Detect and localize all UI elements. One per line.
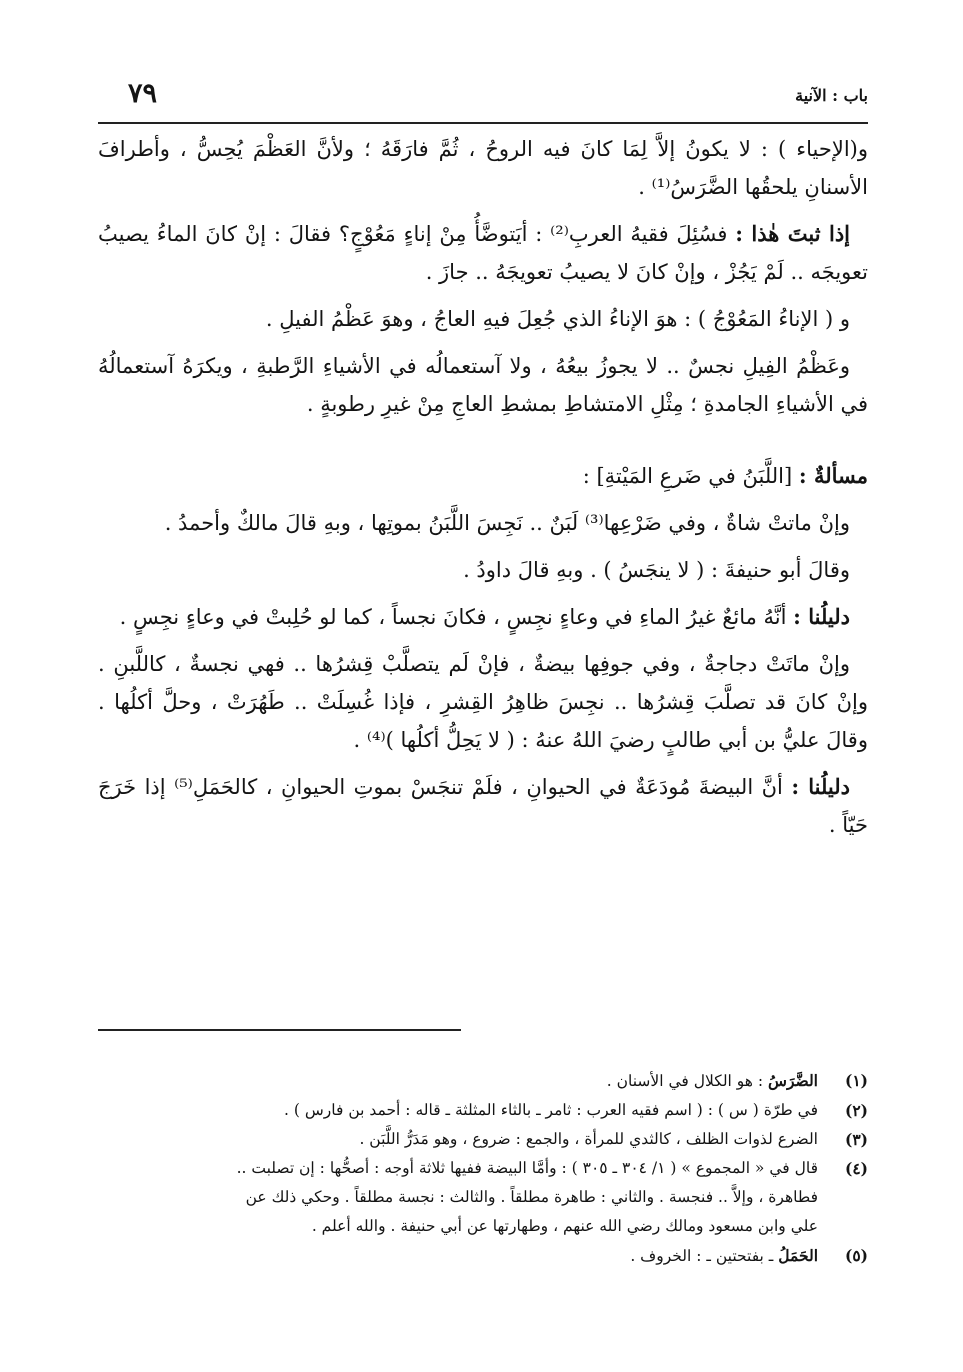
footnote-number: (٤) [844, 1159, 868, 1178]
paragraph-lead: إذا ثبتَ هٰذا : [735, 221, 851, 246]
paragraph-evidence-milk: دليلُنا : أنَّهُ مائعٌ غيرُ الماءِ في وعاءٍ نجِسٍ ، فكانَ نجساً ، كما لو حُلِبتْ في وعاءٍ نجِسٍ . [119, 604, 850, 629]
footnote-1: (١) الضَّرَسُ : هو الكلال في الأسنان . [98, 1066, 868, 1096]
main-text [98, 130, 868, 853]
paragraph-ihya: و(الإحياء ) : لا يكونُ إلاَّ لِمَا كانَ فيه الروحُ ، ثُمَّ فارَقَهُ ؛ ولأنَّ العَظْمَ يُحِسُّ ، وأطرافَ الأسنانِ يلحقُها الضَّرَسُ⁽¹⁾ . [98, 137, 868, 199]
paragraph-ivory: وعَظْمُ الفِيلِ نجسٌ .. لا يجوزُ بيعُهُ ، ولا آستعمالُه في الأشياءِ الرَّطبةِ ، ويكرَهُ آستعمالُهُ في الأشياءِ الجامدةِ ؛ مِثْلِ الامتشاطِ بمشطِ العاجِ مِنْ غيرِ رطوبةٍ . [98, 354, 868, 416]
page-number: ٧٩ [128, 78, 158, 109]
page-header [98, 78, 868, 118]
chapter-title: باب : الآنية [795, 86, 868, 105]
footnote-number: (٥) [844, 1246, 868, 1265]
footnote-number: (٣) [844, 1130, 868, 1149]
footnotes [98, 1066, 868, 1271]
footnote-divider [98, 1029, 461, 1031]
masala-label: مسألةٌ : [798, 463, 868, 488]
header-divider [98, 122, 868, 124]
paragraph-evidence-egg: دليلُنا : أنَّ البيضةَ مُودَعَةٌ في الحيوانِ ، فلَمْ تنجَسْ بموتِ الحيوانِ ، كالحَمَلِ⁽⁵⁾ إذا خَرَجَ حَيّاً . [98, 774, 868, 837]
masala-heading: مسألةٌ : [اللَّبَنُ في ضَرعِ المَيْتةِ] : [582, 463, 868, 488]
paragraph-lead: دليلُنا : [791, 774, 851, 799]
footnote-5: (٥) الحَمَلُ ـ بفتحتين ـ : الخروف . [98, 1241, 868, 1271]
paragraph-abu-hanifa: وقالَ أبو حنيفةَ : ( لا ينجَسُ ) . وبهِ قالَ داودُ . [463, 558, 850, 582]
footnote-number: (٢) [844, 1101, 868, 1120]
paragraph-lead: دليلُنا : [793, 604, 850, 629]
footnote-2: (٢) في طرّة ( س ) : ( اسم فقيه العرب : ثامر ـ بالثاء المثلثة ـ قاله : أحمد بن فارس ) . [98, 1096, 868, 1125]
paragraph-dead-sheep-milk: وإنْ ماتتْ شاةٌ ، وفي ضَرْعِها⁽³⁾ لَبَنٌ .. نَجِسَ اللَّبَنُ بموتِها ، وبهِ قالَ مالكٌ وأحمدُ . [164, 511, 850, 535]
footnote-4: (٤) قال في « المجموع » ( ١/ ٣٠٤ ـ ٣٠٥ ) : وأمَّا البيضة ففيها ثلاثة أوجه : أصحُّها : إن تصلبت .. فطاهرة ، وإلاَّ .. فنجسة . والثاني : طاهرة مطلقاً . والثالث : نجسة مطلقاً . وحكي ذلك عن علي وابن مسعود ومالك رضي الله عنهم ، وطهارتها عن أبي حنيفة . والله أعلم . [98, 1154, 868, 1241]
paragraph-dead-hen-egg: وإنْ ماتَتْ دجاجةٌ ، وفي جوفِها بيضةٌ ، فإنْ لَم يتصلَّبْ قِشرُها .. فهي نجسةٌ ، كاللَّبنِ . وإنْ كانَ قد تصلَّبَ قِشرُها .. نجِسَ ظاهِرُ القِشرِ ، فإذا غُسِلَتْ .. طَهُرَتْ ، وحلَّ أكلُها . وقالَ عليُّ بن أبي طالبٍ رضيَ اللهُ عنهُ : ( لا يَحِلُّ أكلُها )⁽⁴⁾ . [98, 652, 868, 752]
paragraph-faqih-al-arab: إذا ثبتَ هٰذا : فسُئِلَ فقيهُ العربِ⁽²⁾ : أيَتوضَّأُ مِنْ إناءٍ مَعُوْجٍ؟ فقالَ : إنْ كانَ الماءُ يصيبُ تعويجَه .. لَمْ يَجُزْ ، وإنْ كانَ لا يصيبُ تعويجَهُ .. جازَ . [98, 221, 868, 284]
footnote-3: (٣) الضرع لذوات الظلف ، كالثدي للمرأة ، والجمع : ضروع ، وهو مَدَرُّ اللَّبَن . [98, 1125, 868, 1154]
paragraph-inaa-mauj: و ( الإناءُ المَعُوْجُ ) : هوَ الإناءُ الذي جُعِلَ فيهِ العاجُ ، وهوَ عَظْمُ الفيلِ . [265, 307, 850, 331]
footnote-number: (١) [844, 1071, 868, 1090]
